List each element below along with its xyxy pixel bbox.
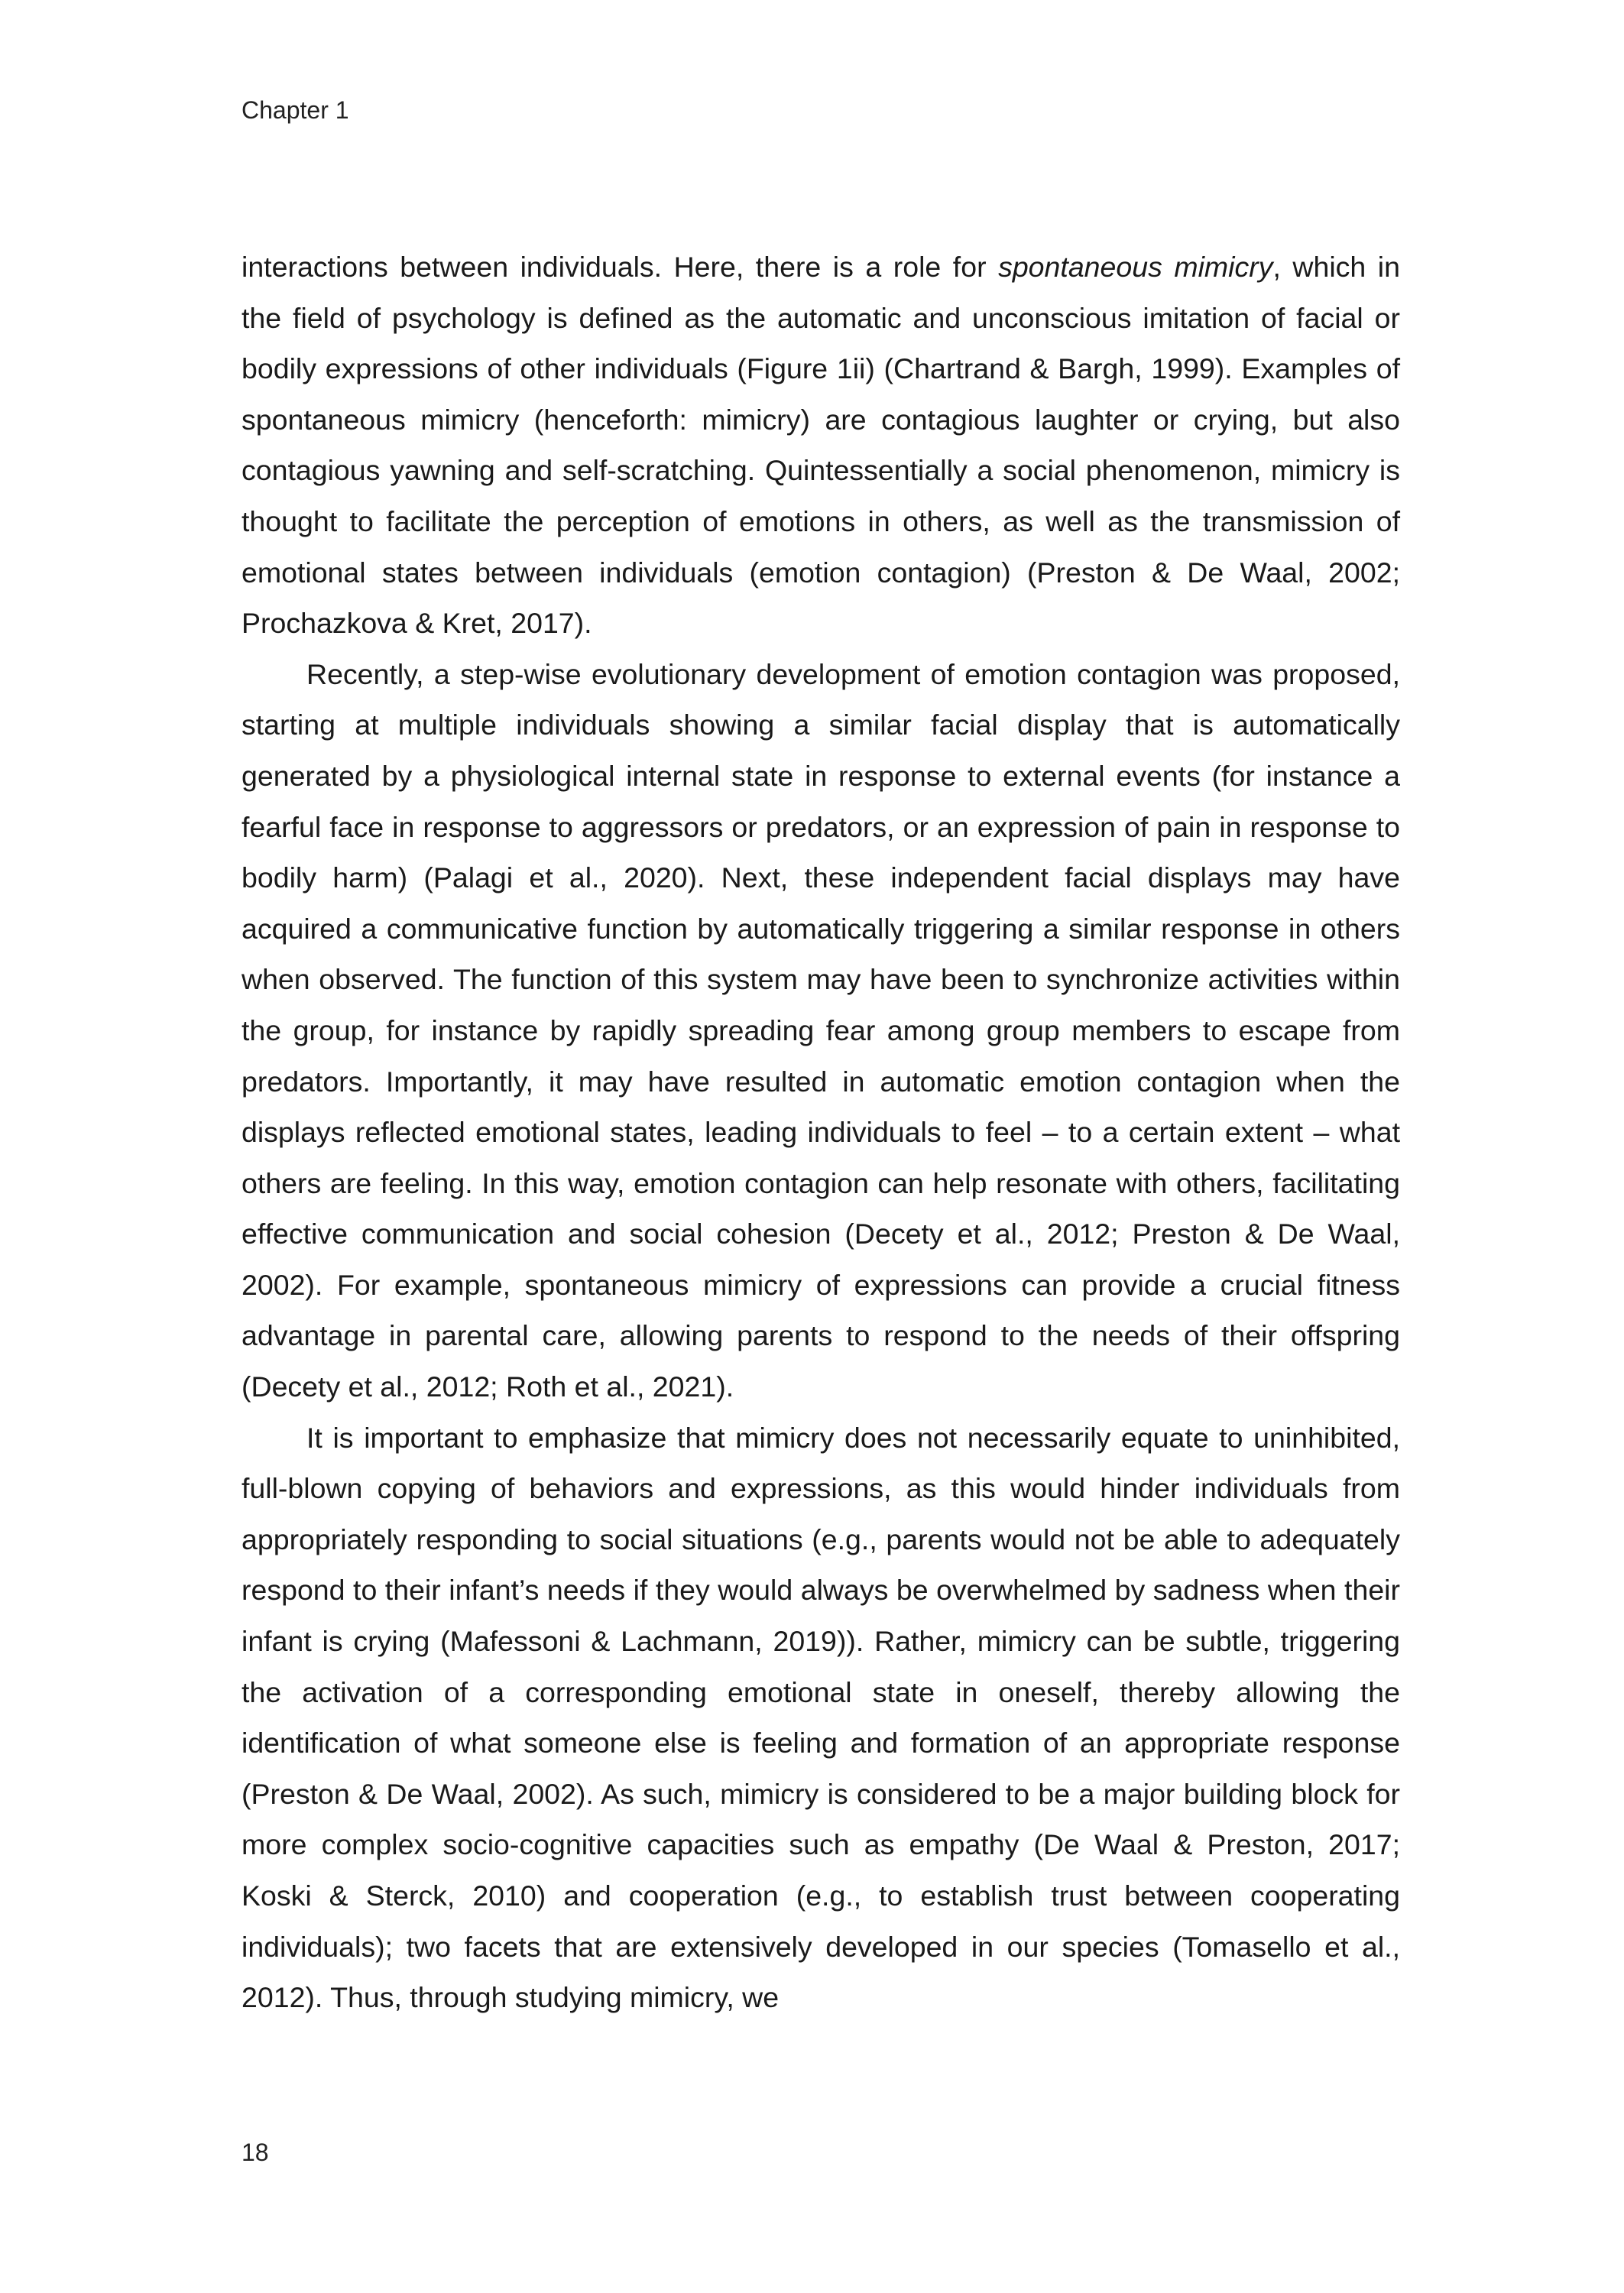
- paragraph-1-start: interactions between individuals. Here, there is a role for: [241, 251, 999, 283]
- paragraph-1: [241, 242, 1400, 649]
- running-head: Chapter 1: [241, 96, 349, 124]
- page-number: 18: [241, 2139, 269, 2166]
- paragraph-2: Recently, a step-wise evolutionary development of emotion contagion was proposed, starting at multiple individuals showing a similar facial display that is automatically generated by a physiological internal state in response to external events (for instance a fearful face in response to aggressors or predators, or an expression of pain in response to bodily harm) (Palagi et al., 2020). Next, these independent facial displays may have acquired a communicative function by automatically triggering a similar response in others when observed. The function of this system may have been to synchronize activities within the group, for instance by rapidly spreading fear among group members to escape from predators. Importantly, it may have resulted in automatic emotion contagion when the displays reflected emotional states, leading individuals to feel – to a certain extent – what others are feeling. In this way, emotion contagion can help resonate with others, facilitating effective communication and social cohesion (Decety et al., 2012; Preston & De Waal, 2002). For example, spontaneous mimicry of expressions can provide a crucial fitness advantage in parental care, allowing parents to respond to the needs of their offspring (Decety et al., 2012; Roth et al., 2021).: [241, 657, 1400, 1403]
- main-text: [241, 242, 1400, 2023]
- paragraph-1-emphasis: spontaneous mimicry: [998, 251, 1273, 283]
- paragraph-1-rest: , which in the field of psychology is defined as the automatic and unconscious imitation of facial or bodily expressions of other individuals (Figure 1ii) (Chartrand & Bargh, 1999). Examples of spontaneous mimicry (henceforth: mimicry) are contagious laughter or crying, but also contagious yawning and self-scratching. Quintessentially a social phenomenon, mimicry is thought to facilitate the perception of emotions in others, as well as the transmission of emotional states between individuals (emotion contagion) (Preston & De Waal, 2002; Prochazkova & Kret, 2017).: [241, 251, 1400, 640]
- paragraph-3: It is important to emphasize that mimicry does not necessarily equate to uninhibited, full-blown copying of behaviors and expressions, as this would hinder individuals from appropriately responding to social situations (e.g., parents would not be able to adequately respond to their infant’s needs if they would always be overwhelmed by sadness when their infant is crying (Mafessoni & Lachmann, 2019)). Rather, mimicry can be subtle, triggering the activation of a corresponding emotional state in oneself, thereby allowing the identification of what someone else is feeling and formation of an appropriate response (Preston & De Waal, 2002). As such, mimicry is considered to be a major building block for more complex socio-cognitive capacities such as empathy (De Waal & Preston, 2017; Koski & Sterck, 2010) and cooperation (e.g., to establish trust between cooperating individuals); two facets that are extensively developed in our species (Tomasello et al., 2012). Thus, through studying mimicry, we: [241, 1421, 1400, 2014]
